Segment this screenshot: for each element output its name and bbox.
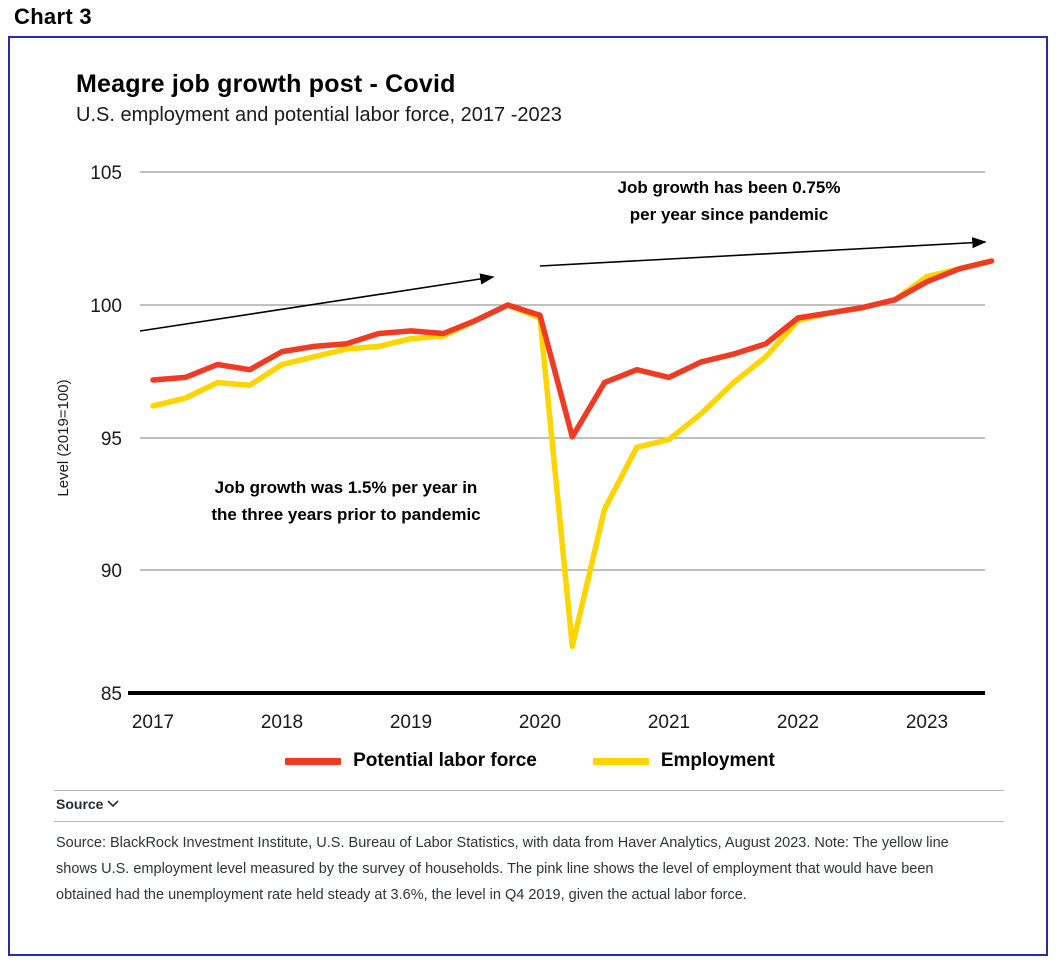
trend-arrow-pre-pandemic xyxy=(140,277,493,331)
source-text: Source: BlackRock Investment Institute, U.S. Bureau of Labor Statistics, with data from Haver Analytics, August 2023. Note: The yellow line shows U.S. employment level measured by the survey of households. The pink line shows the level of employment that would have been obtained had the unemployment rate held steady at 3.6%, the level in Q4 2019, given the actual labor force. xyxy=(56,835,949,903)
legend-swatch-employment xyxy=(593,758,649,765)
x-tick-2023: 2023 xyxy=(905,712,949,733)
x-tick-2020: 2020 xyxy=(518,712,562,733)
legend-swatch-potential xyxy=(285,758,341,765)
legend-item-employment[interactable] xyxy=(593,750,775,772)
source-toggle-label: Source xyxy=(56,796,104,812)
series-line-employment xyxy=(153,261,992,646)
annotation-post-line2: per year since pandemic xyxy=(629,205,829,224)
annotation-post-pandemic xyxy=(618,178,841,224)
legend-label-employment: Employment xyxy=(660,750,775,771)
chart-number-label: Chart 3 xyxy=(14,4,92,29)
trend-arrows xyxy=(140,242,985,331)
x-tick-2019: 2019 xyxy=(389,712,433,733)
x-axis-tick-labels xyxy=(132,712,948,733)
annotation-pre-pandemic xyxy=(211,478,480,524)
x-tick-2022: 2022 xyxy=(776,712,820,733)
x-tick-2018: 2018 xyxy=(260,712,304,733)
series-line-potential-labor-force xyxy=(153,261,992,437)
chart-panel xyxy=(8,36,1048,956)
y-tick-90: 90 xyxy=(100,561,122,582)
legend-item-potential-labor-force[interactable] xyxy=(285,750,537,772)
plot-area xyxy=(10,38,1050,958)
chart-legend xyxy=(10,750,1050,772)
y-tick-95: 95 xyxy=(100,429,122,450)
y-axis-title: Level (2019=100) xyxy=(55,379,72,497)
annotation-pre-line1: Job growth was 1.5% per year in xyxy=(214,478,478,497)
y-tick-105: 105 xyxy=(90,163,122,184)
x-tick-2017: 2017 xyxy=(131,712,175,733)
y-tick-85: 85 xyxy=(100,684,122,705)
chevron-down-icon xyxy=(107,798,119,810)
source-divider-bottom xyxy=(54,821,1004,822)
legend-label-potential: Potential labor force xyxy=(353,750,537,771)
annotation-pre-line2: the three years prior to pandemic xyxy=(211,505,481,524)
annotation-post-line1: Job growth has been 0.75% xyxy=(617,178,841,197)
chart-subtitle: U.S. employment and potential labor force, 2017 -2023 xyxy=(76,104,562,126)
y-tick-100: 100 xyxy=(90,296,122,317)
trend-arrow-post-pandemic xyxy=(540,242,985,266)
source-toggle[interactable] xyxy=(56,796,119,812)
source-divider-top xyxy=(54,790,1004,791)
y-axis-tick-labels xyxy=(90,163,122,705)
line-chart-svg xyxy=(10,38,1050,798)
x-tick-2021: 2021 xyxy=(647,712,691,733)
chart-title: Meagre job growth post - Covid xyxy=(76,70,456,98)
